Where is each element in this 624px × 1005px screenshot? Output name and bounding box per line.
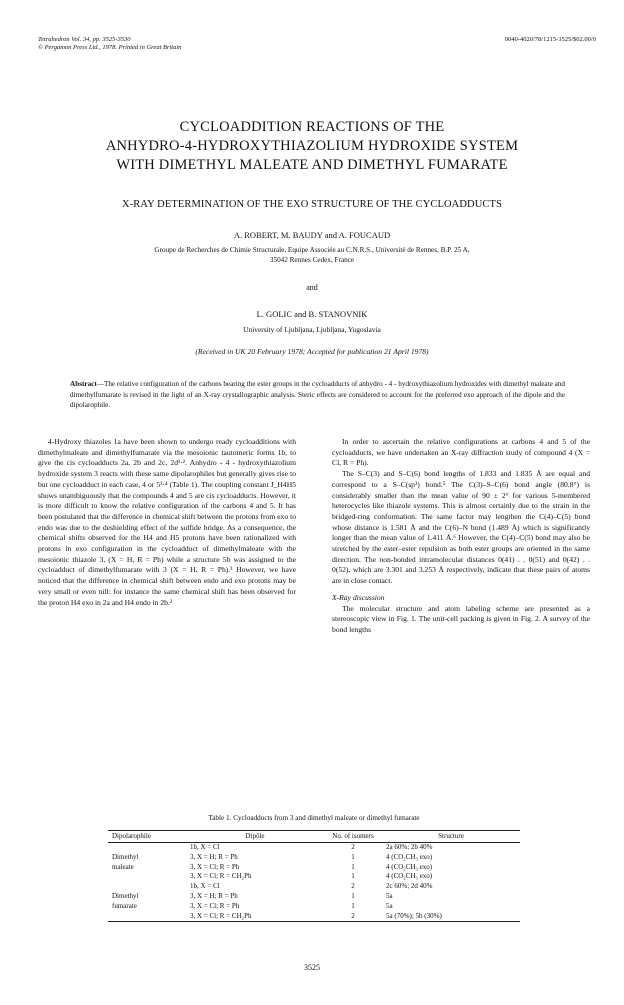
col-header-dipolarophile: Dipolarophile: [108, 831, 186, 843]
cell-dipole: 3, X = Cl; R = Ph: [190, 901, 240, 910]
cell-structure: 4 (CO₂CH₃ exo): [386, 852, 433, 861]
article-code: 0040-4020/78/1215-3525/$02.00/0: [504, 36, 596, 43]
cell-isomers: 1: [351, 852, 355, 861]
cell-dipole: 3, X = Cl; R = Ph: [190, 862, 240, 871]
col-header-isomers: No. of isomers: [324, 831, 382, 843]
cell-structure: 4 (CO₂CH₃ exo): [386, 862, 433, 871]
journal-line-1: Tetrahedron Vol. 34, pp. 3525-3530: [38, 36, 131, 43]
cell-dipole: 3, X = Cl; R = CH₂Ph: [186, 912, 324, 922]
cell-isomers: 1: [351, 872, 355, 881]
cell-dipolarophile: [108, 872, 186, 882]
cell-structure: 2c 60%; 2d 40%: [386, 882, 433, 891]
right-paragraph-1: In order to ascertain the relative configurations at carbons 4 and 5 of the cycloadducts, we have undertaken an X-ray diffraction study of compound 4 (X = Cl, R = Ph).: [332, 437, 590, 468]
cell-dipole: 1b, X = Cl: [190, 843, 220, 851]
received-dates: (Received in UK 20 February 1978; Accepted for publication 21 April 1978): [195, 347, 429, 356]
cell-dipolarophile: Dimethyl: [112, 891, 139, 900]
cell-dipole: 3, X = H; R = Ph: [190, 852, 238, 861]
affiliation-1-line-1: Groupe de Recherches de Chimie Structurale, Equipe Associée au C.N.R.S., Université de Rennes, B.P. 25 A,: [154, 246, 470, 254]
cell-isomers: 2: [351, 843, 355, 851]
table-row: [108, 892, 520, 902]
col-header-dipole: Dipôle: [186, 831, 324, 843]
abstract-text: —The relative configuration of the carbons bearing the ester groups in the cycloadducts of anhydro - 4 - hydroxythiazolium hydroxides with dimethyl maleate and dimethylfumarate is revised in the light of an X-ray crystallographic analysis. Steric effects are considered to account for the preferred exo approach of the dipole and the dipolarophile.: [70, 380, 565, 409]
left-column: [38, 437, 296, 608]
title-line-2: ANHYDRO-4-HYDROXYTHIAZOLIUM HYDROXIDE SYSTEM: [105, 138, 519, 154]
table-row: [108, 872, 520, 882]
col-header-structure: Structure: [382, 831, 520, 843]
title-line-3: WITH DIMETHYL MALEATE AND DIMETHYL FUMARATE: [116, 157, 508, 173]
cell-dipole: 3, X = H; R = Ph: [190, 891, 238, 900]
cell-dipolarophile: [108, 912, 186, 922]
cell-isomers: 1: [351, 862, 355, 871]
article-subtitle: X-RAY DETERMINATION OF THE EXO STRUCTURE OF THE CYCLOADDUCTS: [122, 199, 502, 210]
cell-structure: 5a: [386, 891, 393, 900]
article-title: [20, 118, 604, 175]
cell-dipolarophile: [108, 843, 186, 853]
affiliation-1: [20, 245, 604, 265]
affiliation-2: University of Ljubljana, Ljubljana, Yugoslavia: [243, 325, 381, 334]
section-heading: X-Ray discussion: [332, 592, 385, 602]
cell-dipole: 3, X = Cl; R = CH₂Ph: [190, 872, 252, 881]
table-row: [108, 843, 520, 853]
left-paragraph-1: 4-Hydroxy thiazoles 1a have been shown to undergo ready cycloadditions with dimethylmaleate and dimethylfumarate via the mesoionic tautomeric forms 1b, to give the cis cycloadducts 2a, 2b and 2c, 2d¹·². Anhydro - 4 - hydroxythiazolium hydroxide system 3 reacts with these same dipolarophiles but generally gives rise to but one cycloadduct in each case, 4 or 5³·⁴ (Table 1). The coupling constant J_H4H5 shows unambiguously that the compounds 4 and 5 are cis cycloadducts. However, it is more difficult to know the relative configuration of the carbons 4 and 5. It has been postulated that the difference in chemical shift between the protons from exo to endo was due to the deshielding effect of the sulfide bridge. As a consequence, the chemical shifts observed for the H4 and H5 protons have been rationalized with protons in exo configuration in the cycloadduct of dimethylmaleate with the mesoionic thiazole 3, (X = H, R = Ph) while a structure 5b was assigned to the cycloadduct of dimethylfumarate with 3 (X = H, R = Ph).³ However, we have noticed that the difference in chemical shift between endo and exo protons may be very small or even nill: for instance the same chemical shift has been observed for the proton H4 exo in 2a and H4 endo in 2b.²: [38, 437, 296, 607]
table-row: [108, 853, 520, 863]
right-paragraph-3: The molecular structure and atom labeling scheme are presented as a stereoscopic view in Fig. 1. The unit-cell packing is given in Fig. 2. A survey of the bond lengths: [332, 603, 590, 634]
table-row: [108, 882, 520, 892]
cell-isomers: 2: [324, 912, 382, 922]
table-1: [108, 814, 520, 922]
cell-dipolarophile: Dimethyl: [112, 852, 139, 861]
cell-dipole: 1b, X = Cl: [190, 882, 220, 891]
cell-structure: 2a 60%; 2b 40%: [386, 843, 433, 851]
title-line-1: CYCLOADDITION REACTIONS OF THE: [179, 119, 445, 135]
authors-group-1: A. ROBERT, M. BAUDY and A. FOUCAUD: [233, 230, 391, 240]
cell-dipolarophile: [108, 882, 186, 892]
abstract-label: Abstract: [70, 380, 97, 388]
table-row: [108, 912, 520, 922]
cell-isomers: 1: [351, 891, 355, 900]
journal-line-2: © Pergamon Press Ltd., 1978. Printed in Great Britain: [38, 44, 182, 51]
journal-info: [38, 36, 181, 52]
authors-group-2: L. GOLIC and B. STANOVNIK: [256, 309, 368, 319]
abstract: [70, 379, 565, 411]
cell-isomers: 2: [351, 882, 355, 891]
and-separator: and: [306, 283, 318, 292]
page-number: 3525: [304, 963, 320, 972]
cell-dipolarophile: fumarate: [112, 901, 137, 910]
cell-structure: 5a: [386, 901, 393, 910]
right-column: [332, 437, 590, 636]
right-paragraph-2: The S–C(3) and S–C(6) bond lengths of 1.833 and 1.835 Å are equal and correspond to a S–C(sp³) bond.⁵ The C(3)–S–C(6) bond angle (80.8°) is considerably smaller than the mean value of 90 ± 2° for various 5-membered heterocycles like thiazole systems. This is almost certainly due to the strain in the bridged-ring conformation. The same factor may lengthen the C(4)–C(5) bond whose distance is 1.581 Å and the C(6)–N bond (1.489 Å) which is significantly longer than the mean value of 1.411 Å.⁶ However, the C(4)–C(5) bond may also be stretched by the ester–ester repulsion as both ester groups are oriented in the same direction. The non-bonded intramolecular distances 0(41) . . 0(51) and 0(42) . . 0(52), which are 3.301 and 3.253 Å respectively, indicate that these pairs of atoms are in close contact.: [332, 469, 590, 586]
cell-isomers: 1: [351, 901, 355, 910]
cell-dipolarophile: maleate: [112, 862, 134, 871]
cell-structure: 5a (70%); 5b (30%): [382, 912, 520, 922]
cycloadduct-table: [108, 830, 520, 922]
affiliation-1-line-2: 35042 Rennes Cedex, France: [269, 256, 355, 264]
table-row: [108, 902, 520, 912]
table-row: [108, 863, 520, 873]
table-caption: Table 1. Cycloadducts from 3 and dimethyl maleate or dimethyl fumarate: [208, 814, 420, 822]
cell-structure: 4 (CO₂CH₃ exo): [386, 872, 433, 881]
